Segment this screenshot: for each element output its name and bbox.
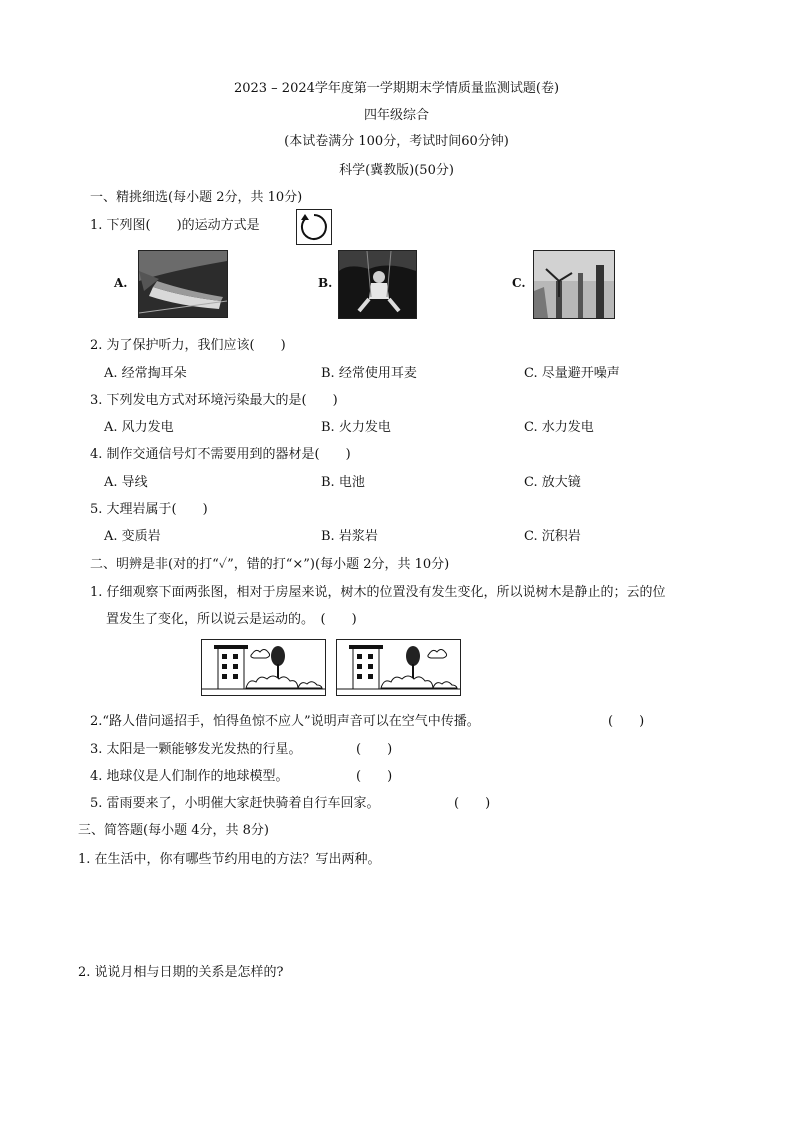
s1-q1-label-c: C.: [512, 276, 526, 290]
grade-title: 四年级综合: [363, 108, 429, 123]
s2-q5: 5. 雷雨要来了，小明催大家赶快骑着自行车回家。: [90, 796, 380, 811]
house-tree-image-2: [336, 639, 461, 696]
section1-heading: 一、精挑细选(每小题 2分，共 10分): [90, 190, 303, 205]
s1-q4-option-c: C. 放大镜: [524, 475, 581, 490]
s1-q5-stem: 5. 大理岩属于( ): [90, 502, 208, 517]
section3-heading: 三、简答题(每小题 4分，共 8分): [78, 823, 269, 838]
s1-q5-option-b: B. 岩浆岩: [321, 529, 378, 544]
train-image: [138, 250, 228, 318]
rotation-icon: [296, 209, 332, 245]
s1-q1-label-b: B.: [318, 276, 333, 290]
s3-q1: 1. 在生活中，你有哪些节约用电的方法？写出两种。: [78, 852, 381, 867]
exam-title: 2023 – 2024学年度第一学期期末学情质量监测试题(卷): [233, 81, 560, 96]
s2-q5-answer-blank[interactable]: ( ): [454, 796, 491, 811]
s1-q1-stem: 1. 下列图( )的运动方式是: [90, 218, 260, 233]
s1-q3-option-a: A. 风力发电: [104, 420, 174, 435]
s2-q1-line1: 1. 仔细观察下面两张图，相对于房屋来说，树木的位置没有发生变化，所以说树木是静止的；云的位: [90, 585, 666, 600]
s1-q2-stem: 2. 为了保护听力，我们应该( ): [90, 338, 286, 353]
swing-image: [338, 250, 417, 319]
windmill-image: [533, 250, 615, 319]
s1-q2-option-b: B. 经常使用耳麦: [321, 366, 417, 381]
exam-note: (本试卷满分 100分，考试时间60分钟): [284, 134, 509, 149]
s2-q3-answer-blank[interactable]: ( ): [356, 742, 393, 757]
s1-q1-label-a: A.: [114, 276, 128, 290]
subject-title: 科学(冀教版)(50分): [339, 163, 454, 178]
s1-q3-stem: 3. 下列发电方式对环境污染最大的是( ): [90, 393, 338, 408]
s1-q4-stem: 4. 制作交通信号灯不需要用到的器材是( ): [90, 447, 351, 462]
s1-q3-option-b: B. 火力发电: [321, 420, 391, 435]
s1-q3-option-c: C. 水力发电: [524, 420, 594, 435]
s1-q4-option-b: B. 电池: [321, 475, 365, 490]
s2-q3: 3. 太阳是一颗能够发光发热的行星。: [90, 742, 302, 757]
s1-q2-option-a: A. 经常掏耳朵: [104, 366, 187, 381]
s2-q2-answer-blank[interactable]: ( ): [608, 714, 645, 729]
s2-q4-answer-blank[interactable]: ( ): [356, 769, 393, 784]
s1-q2-option-c: C. 尽量避开噪声: [524, 366, 620, 381]
s2-q1-line2: 置发生了变化，所以说云是运动的。 ( ): [106, 612, 357, 627]
s2-q2: 2.“路人借问遥招手，怕得鱼惊不应人”说明声音可以在空气中传播。: [90, 714, 480, 729]
s3-q2: 2. 说说月相与日期的关系是怎样的?: [78, 965, 284, 980]
s1-q5-option-a: A. 变质岩: [104, 529, 161, 544]
house-tree-image-1: [201, 639, 326, 696]
section2-heading: 二、明辨是非(对的打“✓”，错的打“×”)(每小题 2分，共 10分): [90, 557, 450, 572]
s1-q5-option-c: C. 沉积岩: [524, 529, 581, 544]
s1-q4-option-a: A. 导线: [104, 475, 148, 490]
s2-q4: 4. 地球仪是人们制作的地球模型。: [90, 769, 289, 784]
